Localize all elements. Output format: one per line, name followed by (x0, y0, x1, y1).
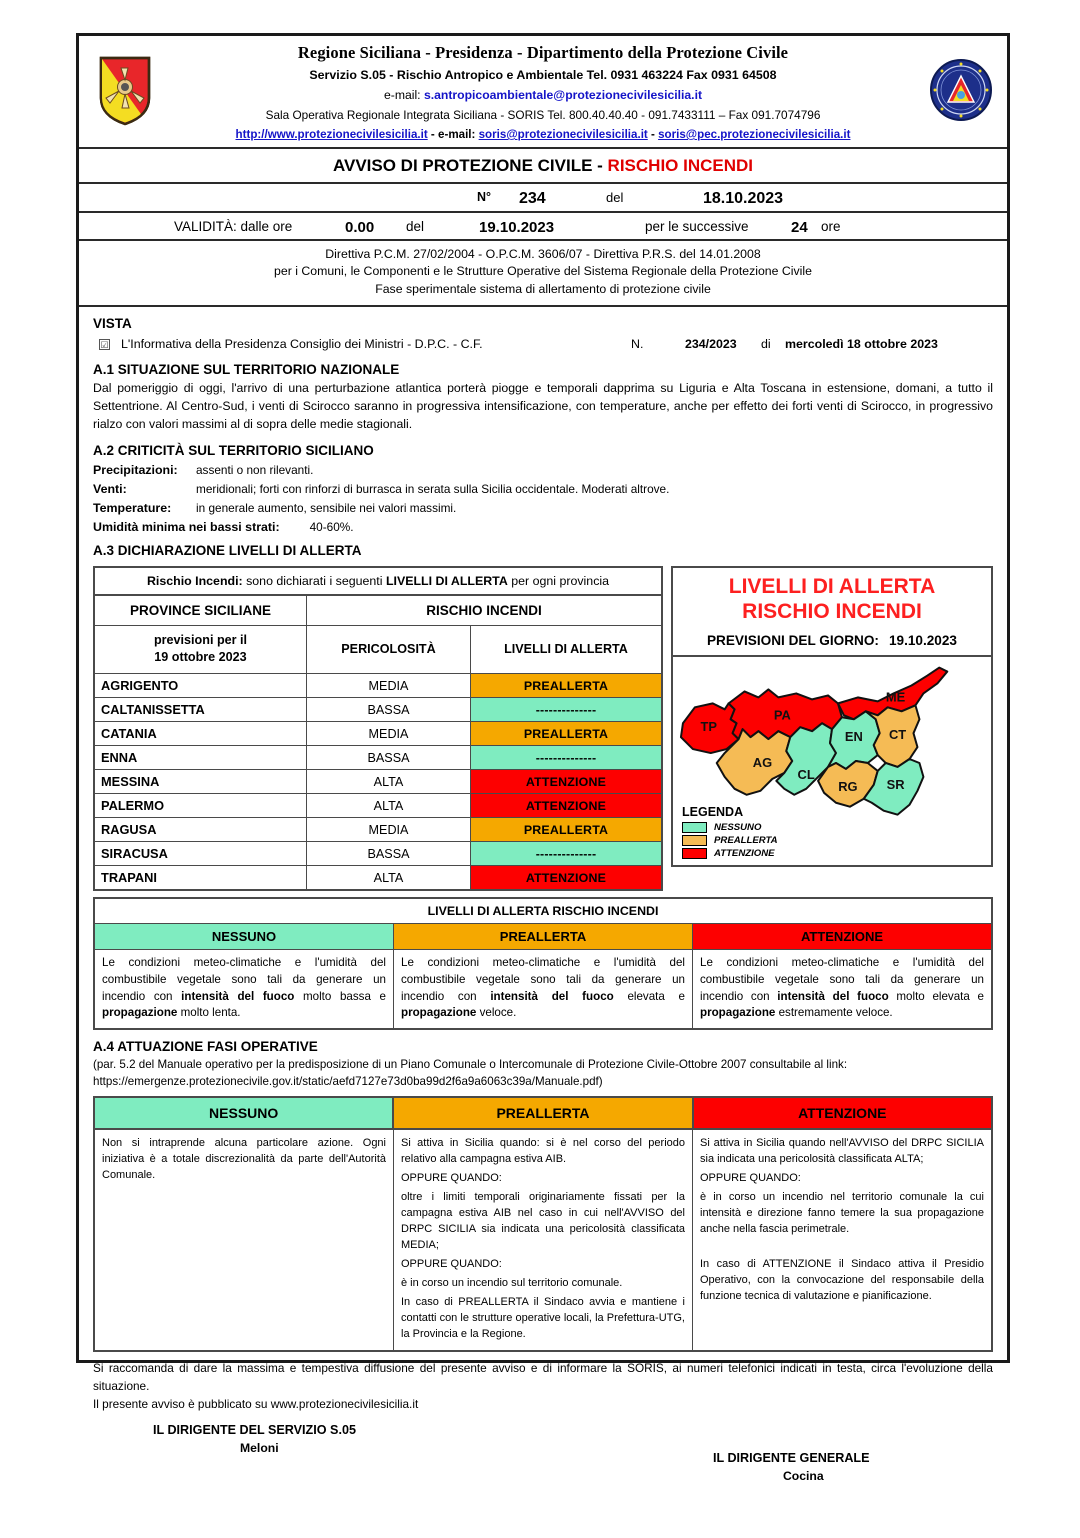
map-label-ct: CT (888, 727, 907, 743)
cell-level: -------------- (471, 698, 661, 721)
legend-title: LEGENDA (682, 805, 744, 820)
notice-title-risk: RISCHIO INCENDI (607, 156, 754, 175)
op-a-p3: è in corso un incendio nel territorio comunale la cui intensità e direzione fanno temere la sua propagazione anche nella fascia perimetrale. (700, 1191, 984, 1236)
map-label-en: EN (844, 729, 863, 745)
legend-item-nessuno (682, 822, 778, 833)
cell-province: TRAPANI (95, 866, 307, 889)
cell-province: ENNA (95, 746, 307, 769)
cell-level: -------------- (471, 746, 661, 769)
op-cell-nessuno (95, 1130, 394, 1351)
lc2-p3: estremamente veloce. (775, 1006, 893, 1020)
a2-key-temperature: Temperature: (93, 500, 172, 515)
map-label-cl: CL (797, 767, 815, 783)
a2-value-venti: meridionali; forti con rinforzi di burrasca in serata sulla Sicilia occidentale. Moderati altrove. (196, 481, 670, 496)
th-province: PROVINCE SICILIANE (95, 596, 307, 625)
lc0-b2: propagazione (102, 1006, 178, 1020)
op-header-preallerta: PREALLERTA (394, 1098, 693, 1128)
levels-header-preallerta: PREALLERTA (394, 924, 693, 949)
th-pericolosita: PERICOLOSITÀ (307, 626, 471, 673)
lc2-b1: intensità del fuoco (777, 989, 889, 1003)
number-value: 234 (519, 190, 546, 207)
cell-danger: ALTA (307, 794, 471, 817)
cell-danger: MEDIA (307, 722, 471, 745)
cell-province: CATANIA (95, 722, 307, 745)
a4-note (93, 1057, 993, 1091)
caption-pre: Rischio Incendi: (146, 573, 243, 588)
map-title-line-1: LIVELLI DI ALLERTA (728, 574, 936, 598)
vista-di-date: mercoledì 18 ottobre 2023 (785, 337, 938, 352)
levels-table-body (95, 950, 991, 1028)
notice-number-row (79, 184, 1007, 213)
op-p-p2: OPPURE QUANDO: (401, 1171, 502, 1184)
levels-header-nessuno: NESSUNO (95, 924, 394, 949)
map-label-tp: TP (700, 719, 718, 735)
cell-danger: MEDIA (307, 818, 471, 841)
cell-province: PALERMO (95, 794, 307, 817)
lc1-p2: elevata e (613, 989, 685, 1003)
validity-row (79, 213, 1007, 241)
sicily-map (673, 657, 991, 865)
number-del-label: del (606, 190, 624, 205)
cell-level: ATTENZIONE (471, 866, 661, 889)
op-p-p4: OPPURE QUANDO: (401, 1258, 502, 1271)
legend-item-attenzione (682, 848, 778, 859)
a2-value-precipitazioni: assenti o non rilevanti. (196, 462, 314, 477)
table-row (95, 770, 661, 794)
notice-date: 18.10.2023 (703, 190, 784, 207)
a3-section (93, 566, 993, 891)
signatures (93, 1422, 993, 1483)
map-label-ag: AG (752, 755, 773, 771)
th-livelli: LIVELLI DI ALLERTA (504, 642, 628, 657)
signature-2-name: Cocina (783, 1468, 824, 1483)
signature-1-name: Meloni (240, 1440, 279, 1455)
cell-level: PREALLERTA (471, 818, 661, 841)
map-subtitle-date: 19.10.2023 (888, 633, 957, 649)
a2-row-precipitazioni (93, 463, 993, 477)
map-subtitle (673, 626, 991, 657)
lc0-p3: molto lenta. (177, 1006, 241, 1020)
alert-table-header-top (95, 596, 661, 626)
a4-manual-link[interactable]: https://emergenze.protezionecivile.gov.it/static/aefd7127e73d0ba99d2f6a9a6063c39a/Manuale.pdf) (93, 1075, 603, 1089)
op-a-p1: Si attiva in Sicilia quando nell'AVVISO del DRPC SICILIA sia indicata una pericolosità classificata ALTA; (700, 1136, 984, 1165)
th-rischio-incendi: RISCHIO INCENDI (426, 602, 542, 618)
lc2-p1: Le condizioni meteo-climatiche e l'umidità del combustibile vegetale sono tali da generare un incendio con (700, 956, 984, 1003)
op-p-p5: è in corso un incendio sul territorio comunale. (401, 1277, 623, 1290)
cell-province: CALTANISSETTA (95, 698, 307, 721)
caption-post: per ogni provincia (507, 573, 610, 588)
alert-map-panel (671, 566, 993, 868)
a2-heading: A.2 CRITICITÀ SUL TERRITORIO SICILIANO (93, 442, 374, 458)
lc1-p1: Le condizioni meteo-climatiche e l'umidità del combustibile vegetale sono tali da generare un incendio con (401, 956, 685, 1003)
footer-paragraph-1: Si raccomanda di dare la massima e tempestiva diffusione del presente avviso e di informare la SORIS, ai numeri telefonici indicati in testa, circa l'evoluzione della situazione. (93, 1361, 993, 1394)
links-line (173, 128, 913, 141)
document-header (79, 36, 1007, 149)
cell-level: ATTENZIONE (471, 770, 661, 793)
validity-date: 19.10.2023 (479, 219, 555, 236)
operational-body (95, 1130, 991, 1351)
cell-level: ATTENZIONE (471, 794, 661, 817)
vista-heading: VISTA (93, 316, 132, 332)
table-row (95, 722, 661, 746)
a4-heading: A.4 ATTUAZIONE FASI OPERATIVE (93, 1039, 318, 1055)
a2-value-umidita: 40-60%. (309, 519, 354, 534)
website-link[interactable]: http://www.protezionecivilesicilia.it (235, 128, 428, 141)
validity-hours-unit: ore (821, 219, 841, 234)
legend-item-preallerta (682, 835, 778, 846)
header-text-block (171, 36, 915, 147)
vista-row (93, 335, 993, 353)
map-label-rg: RG (838, 779, 858, 795)
link-sep-2: - (647, 128, 659, 141)
th-forecast-l1: previsioni per il (153, 632, 248, 647)
operational-headers (95, 1098, 991, 1130)
op-cell-preallerta (394, 1130, 693, 1351)
lc1-b2: propagazione (401, 1006, 477, 1020)
cell-province: MESSINA (95, 770, 307, 793)
cell-province: SIRACUSA (95, 842, 307, 865)
map-label-sr: SR (886, 777, 905, 793)
table-row (95, 842, 661, 866)
caption-bold: LIVELLI DI ALLERTA (385, 573, 508, 588)
op-cell-attenzione (693, 1130, 991, 1351)
levels-cell-preallerta (394, 950, 693, 1028)
legend-label-preallerta: PREALLERTA (714, 835, 778, 847)
directive-line-1: Direttiva P.C.M. 27/02/2004 - O.P.C.M. 3606/07 - Direttiva P.R.S. del 14.01.2008 (325, 247, 761, 261)
a2-key-umidita: Umidità minima nei bassi strati: (93, 519, 280, 534)
table-row (95, 818, 661, 842)
lc0-p1: Le condizioni meteo-climatiche e l'umidità del combustibile vegetale sono tali da generare un incendio con (102, 956, 386, 1003)
legend-swatch-attenzione-icon (682, 848, 707, 859)
legend-label-nessuno: NESSUNO (714, 822, 762, 834)
directive-line-3: Fase sperimentale sistema di allertamento di protezione civile (375, 281, 711, 296)
alert-levels-description-table (93, 897, 993, 1030)
footer-paragraph-2: Il presente avviso è pubblicato su www.protezionecivilesicilia.it (93, 1396, 419, 1411)
op-a-spacer (700, 1240, 984, 1253)
th-forecast (95, 626, 307, 673)
a2-key-precipitazioni: Precipitazioni: (93, 462, 178, 477)
lc1-p3: veloce. (476, 1006, 517, 1020)
cell-province: AGRIGENTO (95, 674, 307, 697)
avviso-document (76, 33, 1010, 1483)
province-alert-table (93, 566, 663, 891)
service-line: Servizio S.05 - Rischio Antropico e Ambientale Tel. 0931 463224 Fax 0931 64508 (309, 68, 777, 82)
cell-danger: ALTA (307, 866, 471, 889)
validity-hour: 0.00 (345, 219, 375, 236)
document-footer (79, 1352, 1007, 1483)
op-p-p1: Si attiva in Sicilia quando: si è nel corso del periodo relativo alla campagna estiva AIB. (401, 1136, 685, 1165)
op-header-attenzione: ATTENZIONE (694, 1098, 991, 1128)
signature-2-title: IL DIRIGENTE GENERALE (713, 1450, 870, 1465)
map-subtitle-label: PREVISIONI DEL GIORNO: (706, 633, 879, 649)
table-row (95, 746, 661, 770)
legend-swatch-nessuno-icon (682, 822, 707, 833)
notice-title-bar (79, 149, 1007, 184)
soris-pec-email-link[interactable]: soris@pec.protezionecivilesicilia.it (658, 128, 851, 141)
levels-table-caption: LIVELLI DI ALLERTA RISCHIO INCENDI (95, 899, 991, 924)
legend-swatch-preallerta-icon (682, 835, 707, 846)
lc0-b1: intensità del fuoco (181, 989, 295, 1003)
vista-text: L'Informativa della Presidenza Consiglio dei Ministri - D.P.C. - C.F. (121, 337, 483, 352)
email-line (173, 88, 913, 102)
link-sep-1: - e-mail: (427, 128, 479, 141)
op-a-p2: OPPURE QUANDO: (700, 1171, 801, 1184)
levels-cell-attenzione (693, 950, 991, 1028)
lc1-b1: intensità del fuoco (490, 989, 614, 1003)
operational-phases-table (93, 1096, 993, 1353)
protezione-civile-emblem-icon (915, 36, 1007, 147)
cell-level: PREALLERTA (471, 722, 661, 745)
a1-text: Dal pomeriggio di oggi, l'arrivo di una perturbazione atlantica porterà piogge e temporali dapprima su Liguria e Alta Toscana in estensione, domani, a tutto il Settentrione. Al Centro-Sud, i venti di Scirocco saranno in progressiva intensificazione, con temperature, anche per effetto dei forti venti di Scirocco, in progressivo rialzo con valori massimi al di sopra delle medie stagionali. (93, 381, 993, 432)
email-label: e-mail: (383, 88, 421, 102)
directive-line-2: per i Comuni, le Componenti e le Strutture Operative del Sistema Regionale della Protezione Civile (274, 264, 812, 279)
validity-del-label: del (406, 219, 425, 234)
cell-level: -------------- (471, 842, 661, 865)
validity-hours: 24 (791, 219, 808, 236)
vista-n-label: N. (631, 337, 644, 352)
table-row (95, 794, 661, 818)
op-p-p3: oltre i limiti temporali originariamente fissati per la campagna estiva AIB nel caso in cui nell'AVVISO del DRPC SICILIA sia indicata una pericolosità classificata MEDIA; (401, 1191, 685, 1252)
map-label-pa: PA (773, 707, 791, 723)
cell-level: PREALLERTA (471, 674, 661, 697)
op-p-p6: In caso di PREALLERTA il Sindaco avvia e mantiene i contatti con le strutture operative locali, la Prefettura-UTG, la Provincia e la Regione. (401, 1296, 685, 1341)
validity-label: VALIDITÀ: dalle ore (174, 219, 293, 234)
cell-danger: BASSA (307, 746, 471, 769)
op-a-p4: In caso di ATTENZIONE il Sindaco attiva il Presidio Operativo, con la convocazione del responsabile della funzione tecnica di valutazione e pianificazione. (700, 1258, 984, 1303)
alert-table-caption (95, 568, 661, 596)
signature-1-title: IL DIRIGENTE DEL SERVIZIO S.05 (153, 1422, 356, 1437)
a2-row-temperature (93, 501, 993, 515)
map-label-me: ME (885, 689, 906, 705)
document-body (79, 307, 1007, 1352)
map-title-line-2: RISCHIO INCENDI (742, 599, 922, 623)
cell-danger: BASSA (307, 842, 471, 865)
table-row (95, 674, 661, 698)
cell-danger: MEDIA (307, 674, 471, 697)
levels-header-attenzione: ATTENZIONE (693, 924, 991, 949)
caption-mid: sono dichiarati i seguenti (242, 573, 386, 588)
levels-table-headers (95, 924, 991, 950)
op-n-p1: Non si intraprende alcuna particolare azione. Ogni iniziativa è a totale discrezionalità da parte dell'Autorità Comunale. (102, 1136, 386, 1181)
validity-next-label: per le successive (645, 219, 749, 234)
soris-email-link[interactable]: soris@protezionecivilesicilia.it (478, 128, 648, 141)
directive-block (79, 241, 1007, 307)
vista-checkbox-icon[interactable]: ☑ (100, 339, 109, 350)
a4-note-line-1: (par. 5.2 del Manuale operativo per la predisposizione di un Piano Comunale o Intercomunale di Protezione Civile-Ottobre 2007 consultabile al link: (93, 1058, 848, 1072)
map-legend (682, 805, 778, 859)
cell-danger: BASSA (307, 698, 471, 721)
lc0-p2: molto bassa e (294, 989, 386, 1003)
levels-cell-nessuno (95, 950, 394, 1028)
notice-title-main: AVVISO DI PROTEZIONE CIVILE - (332, 156, 608, 175)
a1-heading: A.1 SITUAZIONE SUL TERRITORIO NAZIONALE (93, 362, 400, 378)
service-email[interactable]: s.antropicoambientale@protezionecivilesicilia.it (423, 88, 703, 102)
vista-di-label: di (761, 337, 771, 352)
regione-siciliana-coat-of-arms-icon (79, 36, 171, 147)
a2-row-umidita (93, 520, 993, 534)
th-forecast-l2: 19 ottobre 2023 (154, 650, 247, 665)
lc2-b2: propagazione (700, 1006, 776, 1020)
a2-row-venti (93, 482, 993, 496)
legend-label-attenzione: ATTENZIONE (714, 848, 775, 860)
table-row (95, 698, 661, 722)
number-label: N° (477, 190, 492, 204)
a3-heading: A.3 DICHIARAZIONE LIVELLI DI ALLERTA (93, 542, 362, 558)
op-header-nessuno: NESSUNO (95, 1098, 394, 1128)
organization-title: Regione Siciliana - Presidenza - Dipartimento della Protezione Civile (297, 43, 789, 62)
alert-table-header-sub (95, 626, 661, 674)
table-row (95, 866, 661, 889)
map-title (673, 568, 991, 627)
lc2-p2: molto elevata e (888, 989, 984, 1003)
soris-line: Sala Operativa Regionale Integrata Siciliana - SORIS Tel. 800.40.40.40 - 091.7433111 – Fax 091.7074796 (265, 108, 821, 122)
vista-n-value: 234/2023 (685, 337, 737, 352)
a2-value-temperature: in generale aumento, sensibile nei valori massimi. (196, 500, 457, 515)
cell-province: RAGUSA (95, 818, 307, 841)
a2-key-venti: Venti: (93, 481, 127, 496)
cell-danger: ALTA (307, 770, 471, 793)
